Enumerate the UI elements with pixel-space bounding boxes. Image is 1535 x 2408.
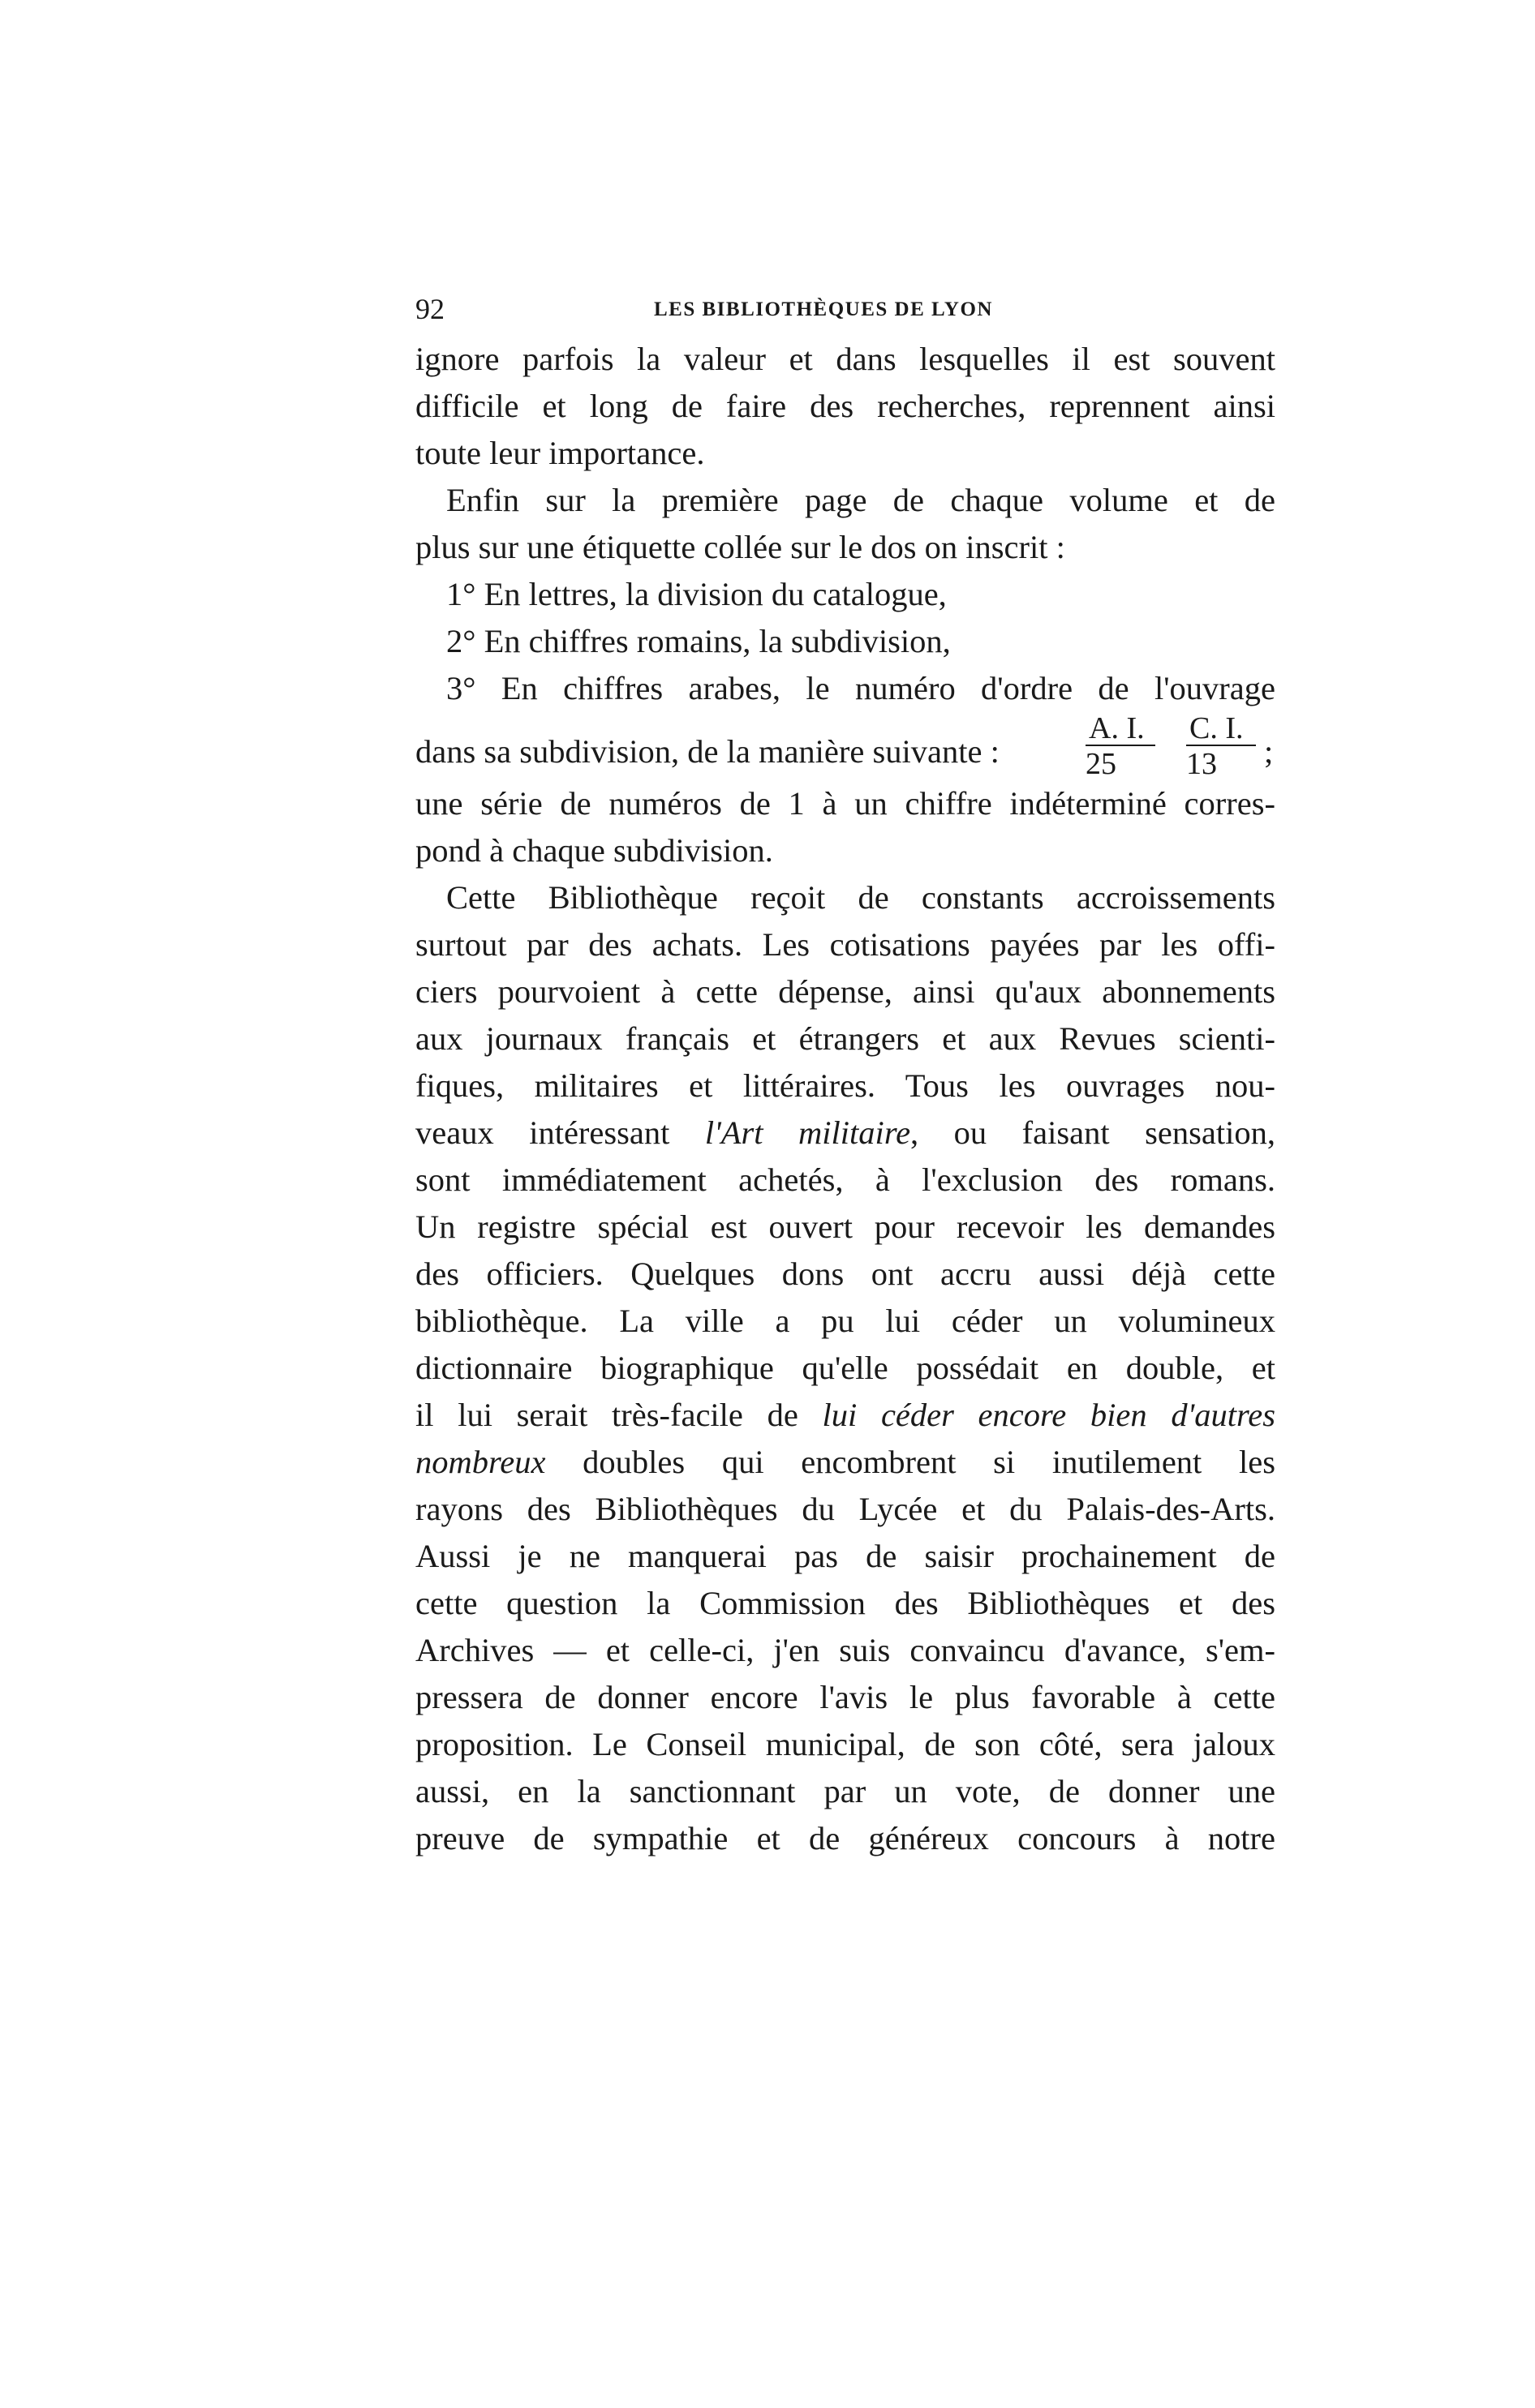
body-text xyxy=(415,336,1275,1862)
text-line: sont immédiatement achetés, à l'exclusion des romans. xyxy=(415,1161,1275,1198)
italic-segment: l'Art militaire xyxy=(704,1114,911,1151)
text-line: aux journaux français et étrangers et aux Revues scienti- xyxy=(415,1020,1275,1057)
text-line-italic xyxy=(415,1110,1275,1157)
fraction-c-denominator: 13 xyxy=(1186,747,1217,781)
fraction-line xyxy=(415,712,1275,780)
text-line: preuve de sympathie et de généreux concours à notre xyxy=(415,1820,1275,1856)
text-line: des officiers. Quelques dons ont accru aussi déjà cette xyxy=(415,1256,1275,1292)
italic-segment: lui céder encore bien d'autres xyxy=(822,1397,1276,1433)
text-segment: , ou faisant sensation, xyxy=(910,1114,1275,1151)
text-line: Enfin sur la première page de chaque volume et de xyxy=(446,482,1275,518)
text-line: cette question la Commission des Bibliothèques et des xyxy=(415,1585,1275,1621)
text-line: une série de numéros de 1 à un chiffre indéterminé corres- xyxy=(415,785,1275,822)
text-segment: doubles qui encombrent si inutilement les xyxy=(545,1444,1275,1480)
fraction-a-denominator: 25 xyxy=(1086,747,1116,781)
fraction-a xyxy=(1086,712,1155,780)
text-line: plus sur une étiquette collée sur le dos on inscrit : xyxy=(415,529,1065,565)
italic-segment: nombreux xyxy=(415,1444,546,1480)
text-line: Aussi je ne manquerai pas de saisir prochainement de xyxy=(415,1538,1275,1574)
text-line: difficile et long de faire des recherches, reprennent ainsi xyxy=(415,388,1275,424)
text-segment: il lui serait très-facile de xyxy=(415,1397,823,1433)
text-line: pressera de donner encore l'avis le plus favorable à cette xyxy=(415,1679,1275,1715)
text-line: Cette Bibliothèque reçoit de constants accroissements xyxy=(446,879,1275,916)
text-line-italic xyxy=(415,1392,1275,1439)
list-item: 2° En chiffres romains, la subdivision, xyxy=(446,623,951,659)
text-line: dictionnaire biographique qu'elle possédait en double, et xyxy=(415,1350,1275,1386)
text-line: Archives — et celle-ci, j'en suis convaincu d'avance, s'em- xyxy=(415,1632,1275,1668)
fraction-separator: ; xyxy=(1264,733,1274,770)
page-number: 92 xyxy=(415,293,445,325)
text-line-italic xyxy=(415,1439,1275,1486)
fraction-c xyxy=(1186,712,1256,780)
running-title: LES BIBLIOTHÈQUES DE LYON xyxy=(654,298,993,320)
page-header xyxy=(415,289,1275,329)
fraction-lead-text: dans sa subdivision, de la manière suivante : xyxy=(415,733,1000,770)
text-line: surtout par des achats. Les cotisations payées par les offi- xyxy=(415,926,1275,963)
text-line: Un registre spécial est ouvert pour recevoir les demandes xyxy=(415,1208,1275,1245)
text-line: aussi, en la sanctionnant par un vote, de donner une xyxy=(415,1773,1275,1809)
text-line: ciers pourvoient à cette dépense, ainsi qu'aux abonnements xyxy=(415,973,1275,1010)
text-line: bibliothèque. La ville a pu lui céder un volumineux xyxy=(415,1303,1275,1339)
text-line: toute leur importance. xyxy=(415,435,705,471)
text-line: ignore parfois la valeur et dans lesquelles il est souvent xyxy=(415,341,1275,377)
text-line: proposition. Le Conseil municipal, de son côté, sera jaloux xyxy=(415,1726,1275,1762)
text-line: rayons des Bibliothèques du Lycée et du Palais-des-Arts. xyxy=(415,1491,1275,1527)
text-line: fiques, militaires et littéraires. Tous les ouvrages nou- xyxy=(415,1067,1275,1104)
list-item: 3° En chiffres arabes, le numéro d'ordre de l'ouvrage xyxy=(446,670,1275,706)
fraction-c-numerator: C. I. xyxy=(1186,712,1256,746)
list-item: 1° En lettres, la division du catalogue, xyxy=(446,576,947,612)
text-segment: veaux intéressant xyxy=(415,1114,705,1151)
fraction-a-numerator: A. I. xyxy=(1086,712,1155,746)
text-line: pond à chaque subdivision. xyxy=(415,832,773,869)
